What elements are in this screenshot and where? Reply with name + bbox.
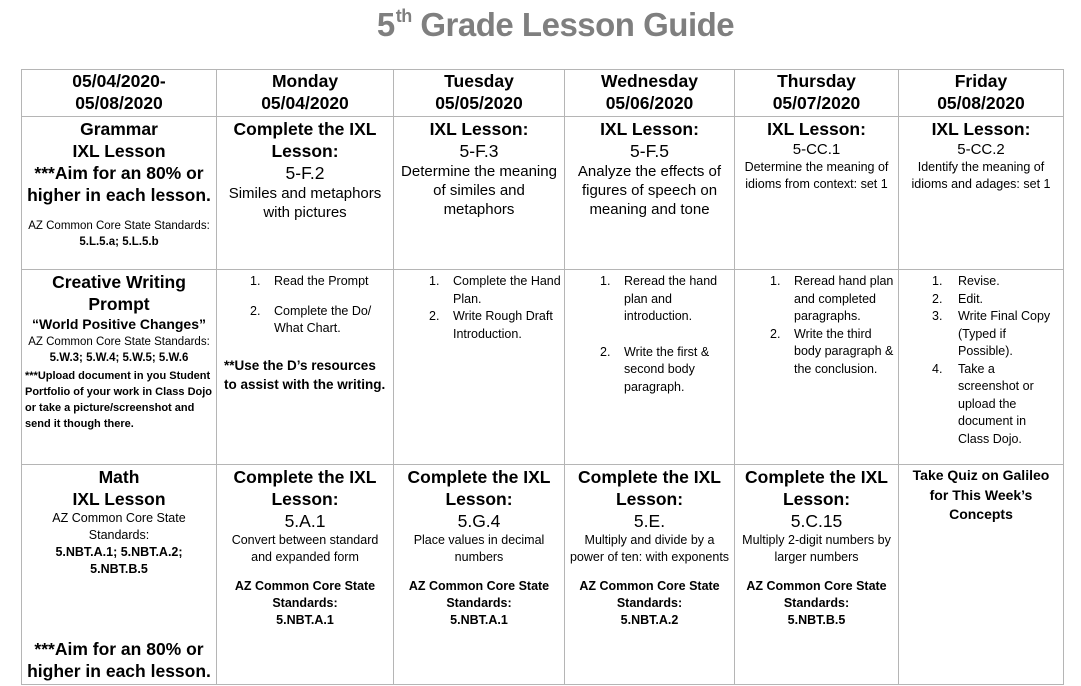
writing-row: [22, 270, 1064, 465]
step-list: [932, 273, 1060, 448]
list-item: 1. Revise.: [932, 274, 1000, 288]
subject-name: Grammar: [80, 119, 158, 139]
lesson-code: 5-F.5: [630, 141, 669, 161]
grade-suffix: th: [395, 6, 412, 26]
day-name: Monday: [271, 71, 339, 91]
grammar-monday-cell: [217, 117, 394, 270]
day-name: Friday: [954, 71, 1008, 91]
writing-subject-cell: [22, 270, 217, 465]
lesson-code: 5-CC.1: [792, 141, 841, 158]
math-row: [22, 465, 1064, 685]
lesson-heading: Complete the IXL Lesson:: [745, 467, 888, 509]
lesson-description: Place values in decimal numbers: [413, 533, 545, 564]
list-item: 1. Complete the Hand Plan.: [429, 274, 561, 306]
list-item: 2. Complete the Do/ What Chart.: [250, 303, 372, 335]
day-header-wednesday: [565, 70, 735, 117]
grammar-wednesday-cell: [565, 117, 735, 270]
aim-note: ***Aim for an 80% or higher in each lesson.: [27, 163, 211, 205]
math-friday-cell: [899, 465, 1064, 685]
day-date: 05/05/2020: [435, 92, 523, 113]
day-header-monday: [217, 70, 394, 117]
day-date: 05/08/2020: [937, 92, 1025, 113]
math-thursday-cell: [735, 465, 899, 685]
grammar-friday-cell: [899, 117, 1064, 270]
standards-label: AZ Common Core State Standards:: [579, 579, 720, 610]
subject-lesson: IXL Lesson: [72, 489, 166, 509]
lesson-heading: IXL Lesson:: [429, 119, 529, 139]
standards-codes: 5.NBT.B.5: [787, 613, 846, 627]
lesson-heading: Complete the IXL Lesson:: [407, 467, 551, 509]
standards-codes: 5.NBT.A.2: [620, 613, 679, 627]
list-item: 2. Write the third body paragraph & the conclusion.: [770, 326, 894, 376]
standards-label: AZ Common Core State Standards:: [52, 511, 186, 542]
math-tuesday-cell: [394, 465, 565, 685]
step-list: [429, 273, 561, 343]
list-item: 4. Take a screenshot or upload the document in Class Dojo.: [932, 361, 1034, 446]
lesson-description: Multiply and divide by a power of ten: with exponents: [569, 533, 730, 564]
day-date: 05/06/2020: [605, 92, 694, 113]
day-header-thursday: [735, 70, 899, 117]
standards-codes: 5.NBT.A.1; 5.NBT.A.2; 5.NBT.B.5: [55, 545, 183, 576]
writing-monday-cell: [217, 270, 394, 465]
grammar-thursday-cell: [735, 117, 899, 270]
lesson-heading: Complete the IXL Lesson:: [233, 119, 377, 161]
week-range-end: 05/08/2020: [75, 92, 163, 113]
math-wednesday-cell: [565, 465, 735, 685]
aim-note: ***Aim for an 80% or higher in each lesson.: [27, 639, 211, 681]
day-date: 05/04/2020: [261, 92, 349, 113]
writing-tuesday-cell: [394, 270, 565, 465]
subject-name: Math: [98, 467, 140, 487]
lesson-description: Similes and metaphors with pictures: [228, 185, 382, 221]
standards-codes: 5.L.5.a; 5.L.5.b: [79, 236, 159, 248]
day-name: Tuesday: [444, 71, 514, 91]
lesson-code: 5.A.1: [284, 511, 326, 531]
day-header-tuesday: [394, 70, 565, 117]
week-range-start: 05/04/2020-: [72, 71, 166, 91]
list-item: 1. Reread hand plan and completed paragraphs.: [770, 274, 894, 323]
lesson-description: Determine the meaning of similes and metaphors: [401, 163, 557, 218]
step-list: [250, 273, 390, 338]
math-subject-cell: [22, 465, 217, 685]
list-item: 2. Write Rough Draft Introduction.: [429, 309, 553, 341]
standards-label: AZ Common Core State Standards:: [28, 220, 210, 232]
upload-note: ***Upload document in you Student Portfolio of your work in Class Dojo or take a picture/screenshot and send it though there.: [25, 370, 213, 430]
list-item: 2. Edit.: [932, 291, 984, 306]
lesson-heading: Complete the IXL Lesson:: [578, 467, 721, 509]
lesson-code: 5.E.: [633, 511, 666, 531]
grammar-subject-cell: [22, 117, 217, 270]
writing-thursday-cell: [735, 270, 899, 465]
lesson-heading: IXL Lesson:: [767, 119, 866, 139]
standards-codes: 5.NBT.A.1: [276, 613, 334, 627]
resource-note: **Use the D’s resources to assist with the writing.: [224, 357, 386, 392]
standards-codes: 5.W.3; 5.W.4; 5.W.5; 5.W.6: [49, 352, 189, 364]
step-list: [600, 273, 731, 396]
lesson-guide-table: [21, 69, 1064, 685]
grammar-row: [22, 117, 1064, 270]
standards-label: AZ Common Core State Standards:: [234, 579, 376, 610]
subject-lesson: IXL Lesson: [72, 141, 166, 161]
quiz-instruction: Take Quiz on Galileo for This Week’s Concepts: [912, 467, 1050, 522]
list-item: 3. Write Final Copy (Typed if Possible).: [932, 309, 1051, 358]
standards-codes: 5.NBT.A.1: [450, 613, 508, 627]
lesson-code: 5.G.4: [457, 511, 501, 531]
subject-name: Creative Writing Prompt: [52, 272, 186, 314]
lesson-description: Identify the meaning of idioms and adages: set 1: [911, 160, 1051, 191]
lesson-description: Determine the meaning of idioms from context: set 1: [744, 160, 889, 191]
writing-wednesday-cell: [565, 270, 735, 465]
math-monday-cell: [217, 465, 394, 685]
list-item: 1. Read the Prompt: [250, 274, 369, 288]
standards-label: AZ Common Core State Standards:: [28, 336, 210, 348]
lesson-description: Analyze the effects of figures of speech on meaning and tone: [577, 163, 722, 218]
lesson-code: 5-F.3: [459, 141, 499, 161]
grade-number: 5: [376, 6, 395, 43]
day-name: Thursday: [777, 71, 856, 91]
lesson-description: Multiply 2-digit numbers by larger numbers: [742, 533, 891, 564]
day-date: 05/07/2020: [772, 92, 861, 113]
title-text: Grade Lesson Guide: [420, 6, 735, 43]
page-title: [0, 6, 1081, 44]
list-item: 1. Reread the hand plan and introduction.: [600, 274, 718, 323]
writing-friday-cell: [899, 270, 1064, 465]
standards-label: AZ Common Core State Standards:: [408, 579, 550, 610]
list-item: 2. Write the first & second body paragraph.: [600, 344, 710, 394]
prompt-title: “World Positive Changes”: [32, 316, 206, 332]
lesson-heading: IXL Lesson:: [931, 119, 1031, 139]
week-header-cell: [22, 70, 217, 117]
lesson-code: 5-CC.2: [957, 141, 1005, 158]
grammar-tuesday-cell: [394, 117, 565, 270]
lesson-heading: Complete the IXL Lesson:: [233, 467, 377, 509]
lesson-heading: IXL Lesson:: [600, 119, 699, 139]
lesson-code: 5-F.2: [285, 163, 325, 183]
day-header-friday: [899, 70, 1064, 117]
lesson-code: 5.C.15: [790, 511, 843, 531]
day-name: Wednesday: [601, 71, 698, 91]
standards-label: AZ Common Core State Standards:: [746, 579, 887, 610]
header-row: [22, 70, 1064, 117]
lesson-description: Convert between standard and expanded form: [231, 533, 379, 564]
step-list: [770, 273, 895, 378]
